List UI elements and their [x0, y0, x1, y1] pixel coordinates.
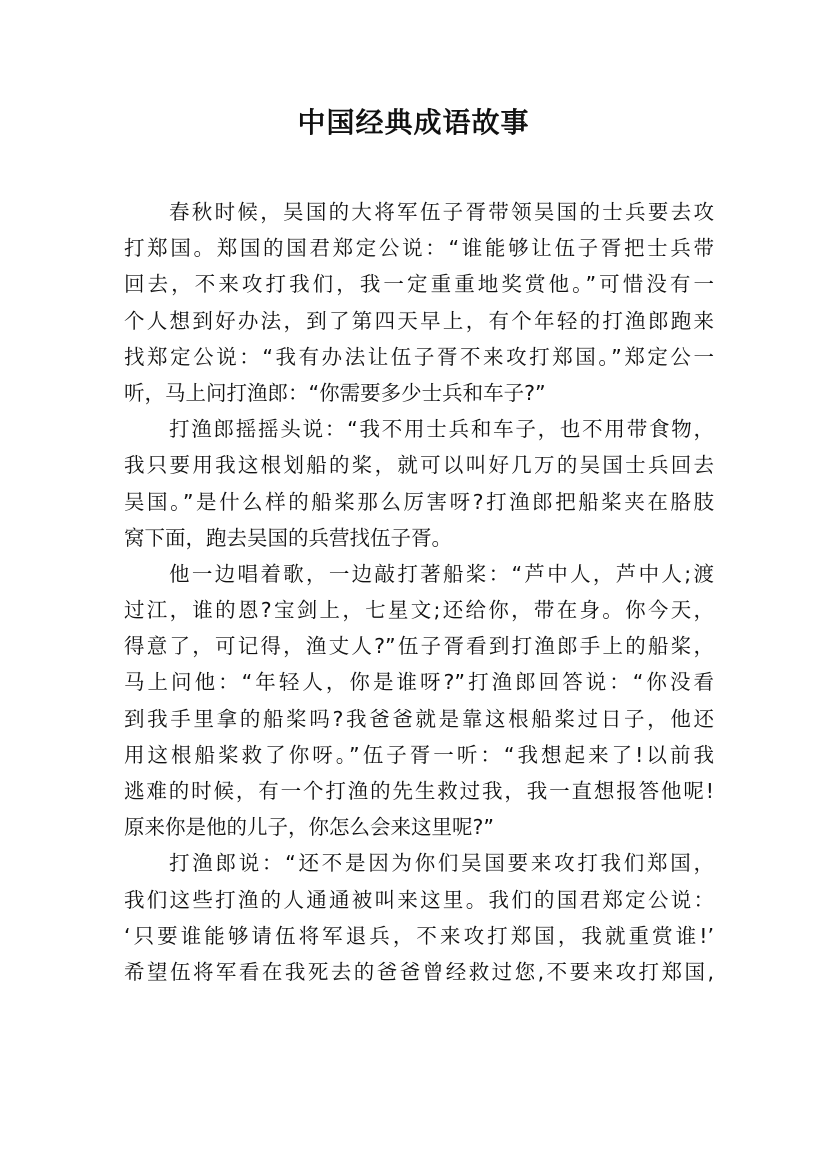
body-text-line: 打渔郎说：“还不是因为你们吴国要来攻打我们郑国，	[169, 851, 714, 876]
body-text-line: 希望伍将军看在我死去的爸爸曾经救过您,不要来攻打郑国,	[124, 959, 714, 984]
body-text-line: 逃难的时候，有一个打渔的先生救过我，我一直想报答他呢!	[124, 779, 714, 803]
body-text-line: ‘只要谁能够请伍将军退兵，不来攻打郑国，我就重赏谁!’	[124, 923, 714, 948]
body-text-line: 得意了，可记得，渔丈人?”伍子胥看到打渔郎手上的船桨，	[124, 634, 714, 659]
body-text-line: 他一边唱着歌，一边敲打著船桨：“芦中人，芦中人;渡	[169, 561, 714, 586]
body-text-line: 听，马上问打渔郎：“你需要多少士兵和车子?”	[124, 380, 546, 405]
body-text-line: 个人想到好办法，到了第四天早上，有个年轻的打渔郎跑来	[124, 308, 714, 333]
document-title: 中国经典成语故事	[297, 106, 530, 139]
body-text-line: 窝下面，跑去吴国的兵营找伍子胥。	[124, 525, 452, 550]
document-body	[124, 194, 714, 990]
body-text-line: 原来你是他的儿子，你怎么会来这里呢?”	[124, 815, 494, 840]
body-text-line: 吴国。”是什么样的船桨那么厉害呀?打渔郎把船桨夹在胳肢	[124, 489, 714, 514]
body-text-line: 我只要用我这根划船的桨，就可以叫好几万的吴国士兵回去	[124, 453, 714, 478]
body-text-line: 用这根船桨救了你呀。”伍子胥一听：“我想起来了!以前我	[124, 742, 714, 767]
body-text-line: 找郑定公说：“我有办法让伍子胥不来攻打郑国。”郑定公一	[124, 344, 714, 369]
body-text-line: 我们这些打渔的人通通被叫来这里。我们的国君郑定公说：	[124, 887, 714, 912]
body-text-line: 过江，谁的恩?宝剑上，七星文;还给你，带在身。你今天，	[124, 598, 714, 623]
body-text-line: 春秋时候，吴国的大将军伍子胥带领吴国的士兵要去攻	[169, 200, 714, 224]
body-text-line: 打郑国。郑国的国君郑定公说：“谁能够让伍子胥把士兵带	[124, 236, 714, 261]
body-text-line: 打渔郎摇摇头说：“我不用士兵和车子，也不用带食物，	[169, 417, 714, 442]
body-text-line: 马上问他：“年轻人，你是谁呀?”打渔郎回答说：“你没看	[124, 670, 714, 695]
body-text-line: 回去，不来攻打我们，我一定重重地奖赏他。”可惜没有一	[124, 272, 714, 297]
body-text-line: 到我手里拿的船桨吗?我爸爸就是靠这根船桨过日子，他还	[124, 706, 714, 731]
